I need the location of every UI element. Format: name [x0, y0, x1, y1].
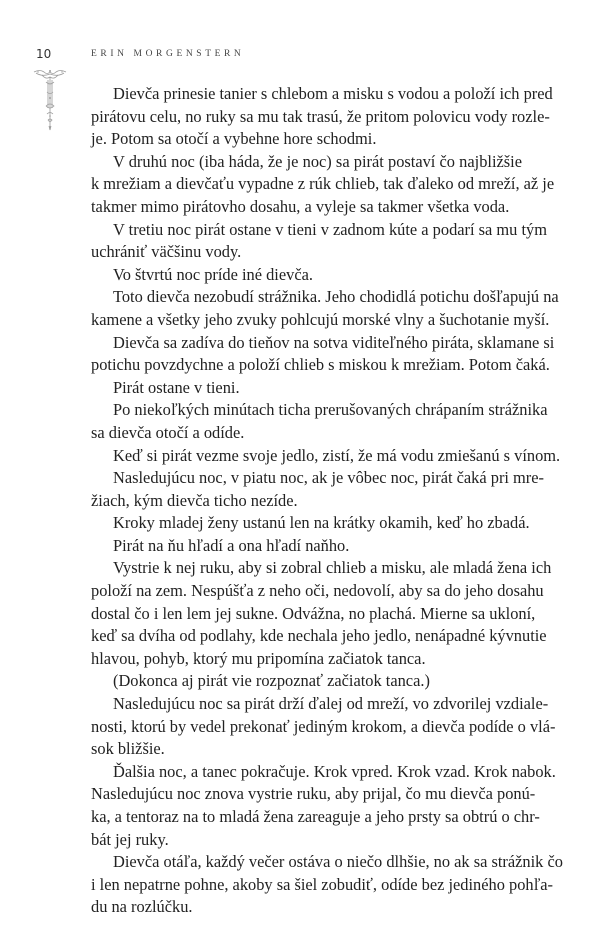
text-line: sa dievča otočí a odíde.: [91, 422, 245, 442]
paragraph: [91, 219, 547, 264]
text-line: Pirát na ňu hľadí a ona hľadí naňho.: [113, 535, 350, 555]
decorative-vertical-flourish-icon: [30, 68, 70, 134]
text-line: dostal čo i len lem jej sukne. Odvážna, no plachá. Mierne sa ukloní,: [91, 603, 536, 623]
text-line: Pirát ostane v tieni.: [113, 377, 240, 397]
text-line: V druhú noc (iba háda, že je noc) sa pirát postaví čo najbližšie: [113, 151, 522, 171]
text-line: Ďalšia noc, a tanec pokračuje. Krok vpred. Krok vzad. Krok nabok.: [113, 761, 556, 781]
text-line: Vo štvrtú noc príde iné dievča.: [113, 264, 313, 284]
text-line: Nasledujúcu noc, v piatu noc, ak je vôbec noc, pirát čaká pri mre-: [113, 468, 544, 488]
text-line: V tretiu noc pirát ostane v tieni v zadnom kúte a podarí sa mu tým: [113, 219, 547, 239]
paragraph: [91, 693, 556, 761]
paragraph: [91, 445, 561, 468]
text-line: i len nepatrne pohne, akoby sa šiel zobudiť, odíde bez jediného pohľa-: [91, 874, 553, 894]
paragraph: [91, 512, 530, 535]
paragraph: [91, 761, 556, 851]
paragraph: [91, 670, 522, 693]
body-text: [91, 83, 563, 919]
text-line: Dievča otáľa, každý večer ostáva o niečo dlhšie, no ak sa strážnik čo: [113, 852, 563, 872]
text-line: Nasledujúcu noc sa pirát drží ďalej od mreží, vo zdvorilej vzdiale-: [113, 694, 549, 714]
text-line: žiach, kým dievča ticho nezíde.: [91, 490, 298, 510]
text-line: položí na zem. Nespúšťa z neho oči, nedovolí, aby sa do jeho dosahu: [91, 581, 544, 601]
text-line: Toto dievča nezobudí strážnika. Jeho chodidlá potichu došľapujú na: [113, 287, 559, 307]
text-line: je. Potom sa otočí a vybehne hore schodmi.: [91, 129, 377, 149]
text-line: Keď si pirát vezme svoje jedlo, zistí, že má vodu zmiešanú s vínom.: [113, 445, 561, 465]
page-number: 10: [36, 47, 52, 61]
paragraph: [91, 467, 544, 512]
text-line: keď sa dvíha od podlahy, kde nechala jeho jedlo, nenápadné kývnutie: [91, 626, 547, 646]
text-line: Dievča sa zadíva do tieňov na sotva viditeľného piráta, sklamane si: [113, 332, 555, 352]
text-line: Dievča prinesie tanier s chlebom a misku s vodou a položí ich pred: [113, 84, 553, 103]
text-line: Kroky mladej ženy ustanú len na krátky okamih, keď ho zbadá.: [113, 513, 530, 533]
paragraph: [91, 286, 559, 331]
text-line: sok bližšie.: [91, 739, 165, 759]
paragraph: [91, 851, 563, 919]
text-line: potichu povzdychne a položí chlieb s miskou k mrežiam. Potom čaká.: [91, 355, 550, 375]
running-head-author: ERIN MORGENSTERN: [91, 49, 245, 59]
text-line: kamene a všetky jeho zvuky pohlcujú morské vlny a šuchotanie myší.: [91, 309, 550, 329]
text-line: Po niekoľkých minútach ticha prerušovaných chrápaním strážnika: [113, 400, 548, 420]
paragraph: [91, 83, 553, 151]
text-line: (Dokonca aj pirát vie rozpoznať začiatok tanca.): [113, 671, 430, 691]
paragraph: [91, 557, 552, 670]
text-line: takmer mimo pirátovho dosahu, a vyleje sa takmer všetka voda.: [91, 196, 510, 216]
paragraph: [91, 264, 522, 287]
text-line: bát jej ruky.: [91, 829, 169, 849]
paragraph: [91, 535, 522, 558]
text-line: nosti, ktorú by vedel prekonať jediným krokom, a dievča podíde o vlá-: [91, 716, 556, 736]
paragraph: [91, 151, 555, 219]
text-line: Nasledujúcu noc znova vystrie ruku, aby prijal, čo mu dievča ponú-: [91, 784, 536, 804]
paragraph: [91, 377, 522, 400]
text-line: du na rozlúčku.: [91, 897, 193, 917]
paragraph: [91, 332, 555, 377]
text-line: hlavou, pohyb, ktorý mu pripomína začiatok tanca.: [91, 648, 426, 668]
paragraph: [91, 399, 548, 444]
text-line: uchrániť väčšinu vody.: [91, 242, 242, 262]
text-line: pirátovu celu, no ruky sa mu tak trasú, že pritom polovicu vody rozle-: [91, 106, 550, 126]
text-line: Vystrie k nej ruku, aby si zobral chlieb a misku, ale mladá žena ich: [113, 558, 552, 578]
text-line: ka, a tentoraz na to mladá žena zareaguje a jeho prsty sa obtrú o chr-: [91, 807, 540, 826]
text-line: k mrežiam a dievčaťu vypadne z rúk chlieb, tak ďaleko od mreží, až je: [91, 174, 555, 194]
